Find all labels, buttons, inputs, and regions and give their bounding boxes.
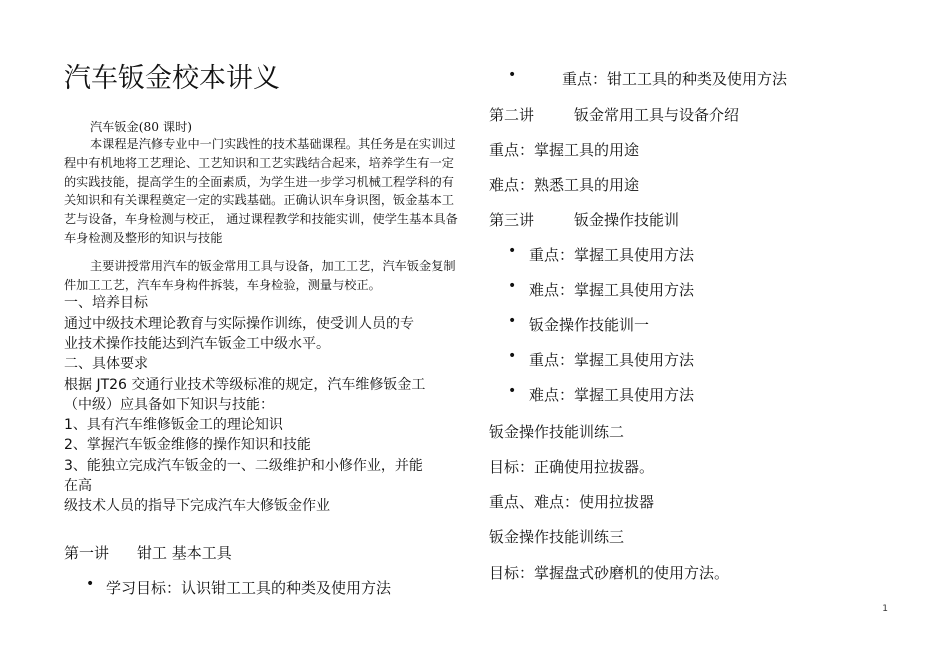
lecture-1-bullet: 学习目标：认识钳工工具的种类及使用方法: [106, 579, 392, 597]
lecture-3-bullet: 重点：掌握工具使用方法: [529, 351, 695, 369]
lecture-2-number: 第二讲: [489, 106, 535, 124]
lecture-3-bullet: 钣金操作技能训一: [529, 316, 650, 334]
lecture-3-title: 钣金操作技能训: [574, 211, 680, 229]
course-hours-line: 汽车钣金(80 课时): [90, 120, 193, 134]
requirement-2: 2、掌握汽车钣金维修的操作知识和技能: [64, 437, 311, 453]
lecture-2-title: 钣金常用工具与设备介绍: [574, 106, 740, 124]
section-1-line-1: 通过中级技术理论教育与实际操作训练，使受训人员的专: [64, 316, 414, 332]
intro-paragraph-2: 主要讲授常用汽车的钣金常用工具与设备，加工工艺，汽车钣金复制件加工工艺，汽车车身构件拆装，车身检验，测量与校正。: [64, 259, 456, 292]
right-top-bullet: 重点：钳工工具的种类及使用方法: [562, 70, 788, 88]
lecture-2-heading: [489, 104, 739, 125]
bullet-dot: •: [86, 576, 95, 592]
lecture-1-heading: [64, 542, 232, 563]
section-1-line-2: 业技术操作技能达到汽车钣金工中级水平。: [64, 336, 330, 352]
training-2-title: 钣金操作技能训练二: [489, 423, 625, 441]
section-2-line-1: 根据 JT26 交通行业技术等级标准的规定，汽车维修钣金工: [64, 377, 426, 393]
lecture-2-difficulty: 难点：熟悉工具的用途: [489, 176, 640, 194]
lecture-3-number: 第三讲: [489, 211, 535, 229]
lecture-3-heading: [489, 209, 679, 230]
training-3-goal: 目标：掌握盘式砂磨机的使用方法。: [489, 564, 730, 582]
lecture-3-bullet: 难点：掌握工具使用方法: [529, 281, 695, 299]
bullet-dot: •: [508, 383, 517, 399]
lecture-2-key-point: 重点：掌握工具的用途: [489, 141, 640, 159]
page-title: 汽车钣金校本讲义: [64, 63, 280, 94]
bullet-dot: •: [508, 243, 517, 259]
bullet-dot: •: [508, 348, 517, 364]
requirement-3-line-1: 3、能独立完成汽车钣金的一、二级维护和小修作业，并能: [64, 458, 423, 474]
bullet-dot: •: [508, 278, 517, 294]
lecture-1-number: 第一讲: [64, 544, 110, 562]
section-1-heading: 一、培养目标: [64, 295, 148, 311]
section-2-heading: 二、具体要求: [64, 356, 148, 372]
page-number: 1: [882, 604, 888, 614]
training-2-key-point: 重点、难点：使用拉拔器: [489, 493, 655, 511]
intro-paragraph-1: 本课程是汽修专业中一门实践性的技术基础课程。其任务是在实训过程中有机地将工艺理论、工艺知识和工艺实践结合起来，培养学生有一定的实践技能，提高学生的全面素质，为学生进一步学习机械工程学科的有关知识和有关课程奠定一定的实践基础。正确认识车身识图，钣金基本工艺与设备，车身检测与校正， 通过课程教学和技能实训，使学生基本具备车身检测及整形的知识与技能: [64, 137, 458, 245]
bullet-dot: •: [508, 67, 517, 83]
training-3-title: 钣金操作技能训练三: [489, 528, 625, 546]
bullet-dot: •: [508, 313, 517, 329]
requirement-1: 1、具有汽车维修钣金工的理论知识: [64, 417, 283, 433]
lecture-3-bullet: 难点：掌握工具使用方法: [529, 386, 695, 404]
training-2-goal: 目标：正确使用拉拔器。: [489, 458, 655, 476]
lecture-1-title: 钳工 基本工具: [137, 544, 232, 562]
lecture-3-bullet: 重点：掌握工具使用方法: [529, 246, 695, 264]
requirement-3-line-3: 级技术人员的指导下完成汽车大修钣金作业: [64, 498, 330, 514]
requirement-3-line-2: 在高: [64, 478, 92, 494]
section-2-line-2: （中级）应具备如下知识与技能：: [64, 397, 274, 413]
